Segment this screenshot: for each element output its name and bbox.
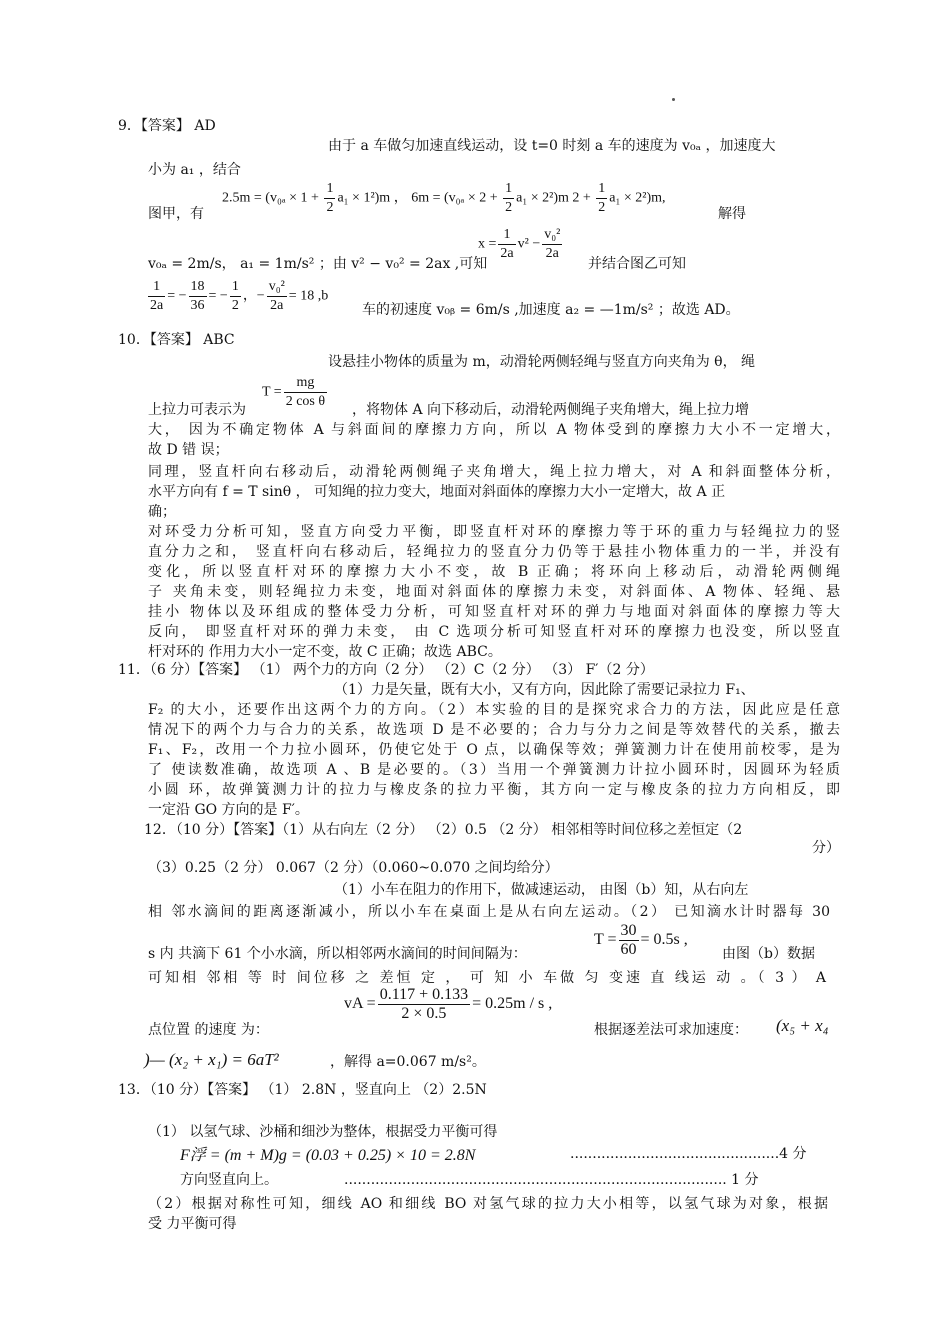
q11-line-7: 一定沿 GO 方向的是 F′。 bbox=[148, 802, 309, 818]
q13-buoyancy-equation: F浮 = (m + M)g = (0.03 + 0.25) × 10 = 2.8N bbox=[180, 1147, 476, 1164]
q12-diff-formula-b: )— (x₂ + x₁) = 6aT² bbox=[144, 1050, 279, 1069]
q9-title: 9．【答案】 AD bbox=[118, 118, 216, 134]
q12-line-7b: ，解得 a=0.067 m/s²。 bbox=[330, 1054, 486, 1070]
q12-line-6b: 根据逐差法可求加速度： bbox=[594, 1022, 748, 1038]
q9-line-3a: 图甲，有 bbox=[148, 206, 204, 222]
q13-line-2: 方向竖直向上。 bbox=[180, 1172, 278, 1188]
q12-diff-formula-a: (x₅ + x₄ bbox=[776, 1016, 829, 1035]
q10-line-6: 水平方向有 f = T sinθ ， 可知绳的拉力变大，地面对斜面体的摩擦力大小一定增大，故 A 正 bbox=[148, 484, 726, 500]
q13-line-3: （2）根据对称性可知，细线 AO 和细线 BO 对氢气球的拉力大小相等，以氢气球为对象，根据 bbox=[148, 1196, 828, 1212]
q13-line-4: 受 力平衡可得 bbox=[148, 1216, 237, 1232]
q10-line-2b: ，将物体 A 向下移动后，动滑轮两侧绳子夹角增大，绳上拉力增 bbox=[352, 402, 750, 418]
q10-line-7: 确； bbox=[148, 504, 176, 520]
header-mark bbox=[672, 98, 675, 101]
q11-line-6: 小圆 环，故弹簧测力计的拉力与橡皮条的拉力平衡，其方向一定与橡皮条的拉力方向相反，即 bbox=[148, 782, 840, 798]
q12-line-6a: 点位置 的速度 为： bbox=[148, 1022, 269, 1038]
q11-line-3: 情况下的两个力与合力的关系，故选项 D 是不必要的；合力与分力之间是等效替代的关系，撤去 bbox=[148, 722, 840, 738]
q10-tension-formula: T = $\frac{mg}{\text{2 cos θ}}$ bbox=[262, 375, 326, 409]
q10-line-4: 故 D 错 误； bbox=[148, 442, 229, 458]
q12-line-4a: s 内 共滴下 61 个小水滴，所以相邻两水滴间的时间间隔为： bbox=[148, 946, 527, 962]
q10-line-13: 反向， 即竖直杆对环的弹力未变， 由 C 选项分析可知竖直杆对环的摩擦力也没变，所以竖直 bbox=[148, 624, 840, 640]
q12-title-cont: 分） bbox=[812, 840, 840, 856]
q10-line-8: 对环受力分析可知，竖直方向受力平衡，即竖直杆对环的摩擦力等于环的重力与轻绳拉力的竖 bbox=[148, 524, 840, 540]
q9-line-5b: 车的初速度 v₀ᵦ = 6m/s ,加速度 a₂ = —1m/s² ；故选 AD。 bbox=[362, 302, 740, 318]
q13-points-1: ...................................................................................... 1 分 bbox=[344, 1172, 759, 1188]
q10-line-2a: 上拉力可表示为 bbox=[148, 402, 246, 418]
q12-line-5: 可知相 邻相 等 时 间位移 之 差恒 定 ， 可 知 小 车做 匀 变速 直 线运 动 。（ 3 ） A bbox=[148, 970, 826, 986]
q10-title: 10．【答案】 ABC bbox=[118, 332, 235, 348]
q10-line-1: 设悬挂小物体的质量为 m，动滑轮两侧轻绳与竖直方向夹角为 θ， 绳 bbox=[328, 354, 756, 370]
q9-line-1: 由于 a 车做匀加速直线运动，设 t=0 时刻 a 车的速度为 v₀ₐ ，加速度大 bbox=[328, 138, 776, 154]
q9-line-2: 小为 a₁ ，结合 bbox=[148, 162, 241, 178]
q12-interval-formula: T = $\frac{30}{60}$ = 0.5s , bbox=[594, 922, 688, 958]
q9-line-3b: 解得 bbox=[718, 206, 746, 222]
q10-line-14: 杆对环的 作用力大小一定不变，故 C 正确；故选 ABC。 bbox=[148, 644, 502, 660]
q10-line-11: 子 夹角未变，则轻绳拉力未变，地面对斜面体的摩擦力未变，对斜面体、A 物体、轻绳、悬 bbox=[148, 584, 840, 600]
q11-line-4: F₁、F₂，改用一个力拉小圆环，仍使它处于 O 点，以确保等效；弹簧测力计在使用前校零，是为 bbox=[148, 742, 840, 758]
q10-line-5: 同理，竖直杆向右移动后，动滑轮两侧绳子夹角增大，绳上拉力增大，对 A 和斜面整体分析， bbox=[148, 464, 840, 480]
q12-title: 12．（10 分）【答案】（1）从右向左（2 分） （2）0.5 （2 分） 相邻相等时间位移之差恒定（2 bbox=[144, 822, 743, 838]
q9-equation-2: x = $\frac{1}{2a}$ v² − $\frac{\text{v₀²}}{2a}$ bbox=[478, 227, 561, 261]
q13-title: 13．（10 分）【答案】 （1） 2.8N ，竖直向上 （2）2.5N bbox=[118, 1082, 487, 1098]
q13-line-1: （1） 以氢气球、沙桶和细沙为整体，根据受力平衡可得 bbox=[148, 1124, 498, 1140]
q9-equation-1: 2.5m = (v₀ₐ × 1 + $\frac{1}{2}$ a₁ × 1²)m ， 6m = (v₀ₐ × 2 + $\frac{1}{2}$ a₁ × 2²)m 2 + $\frac{1}{2}$ a₁ × 2²)m, bbox=[222, 181, 666, 215]
q12-velocity-formula: vA = $\frac{0.117 + 0.133}{2 \times 0.5}$ = 0.25m / s , bbox=[344, 986, 553, 1022]
q12-line-3: 相 邻水滴间的距离逐渐减小，所以小车在桌面上是从右向左运动。（2） 已知滴水计时器每 30 bbox=[148, 904, 830, 920]
q11-line-2: F₂ 的大小，还要作出这两个力的方向。（2）本实验的目的是探究求合力的方法，因此应是任意 bbox=[148, 702, 840, 718]
q13-points-4: ...............................................4 分 bbox=[570, 1146, 807, 1162]
q9-line-4a: v₀ₐ = 2m/s， a₁ = 1m/s² ；由 v² − v₀² = 2ax ,可知 bbox=[148, 256, 488, 272]
q11-title: 11．（6 分）【答案】 （1） 两个力的方向（2 分） （2）C（2 分） （3） F′（2 分） bbox=[118, 662, 654, 678]
q9-line-4b: 并结合图乙可知 bbox=[588, 256, 686, 272]
q11-line-5: 了 使读数准确，故选项 A 、B 是必要的。（3）当用一个弹簧测力计拉小圆环时，因圆环为轻质 bbox=[148, 762, 840, 778]
q9-equation-3: $\frac{1}{2a}$ = − $\frac{18}{36}$ = − $\frac{1}{2}$ ，− $\frac{\text{v₀²}}{2a}$ = 18 ,b bbox=[150, 279, 329, 313]
q12-line-4b: 由图（b）数据 bbox=[722, 946, 815, 962]
q12-line-1: （3）0.25（2 分） 0.067（2 分）（0.060~0.070 之间均给分） bbox=[148, 860, 559, 876]
q10-line-3: 大， 因为不确定物体 A 与斜面间的摩擦力方向，所以 A 物体受到的摩擦力大小不一定增大， bbox=[148, 422, 840, 438]
q10-line-9: 直分力之和， 竖直杆向右移动后，轻绳拉力的竖直分力仍等于悬挂小物体重力的一半，并没有 bbox=[148, 544, 840, 560]
q10-line-12: 挂小 物体以及环组成的整体受力分析，可知竖直杆对环的弹力与地面对斜面体的摩擦力等大 bbox=[148, 604, 840, 620]
q11-line-1: （1）力是矢量，既有大小，又有方向，因此除了需要记录拉力 F₁、 bbox=[334, 682, 755, 698]
q10-line-10: 变化，所以竖直杆对环的摩擦力大小不变，故 B 正确；将环向上移动后，动滑轮两侧绳 bbox=[148, 564, 840, 580]
q12-line-2: （1）小车在阻力的作用下，做减速运动， 由图（b）知，从右向左 bbox=[334, 882, 749, 898]
